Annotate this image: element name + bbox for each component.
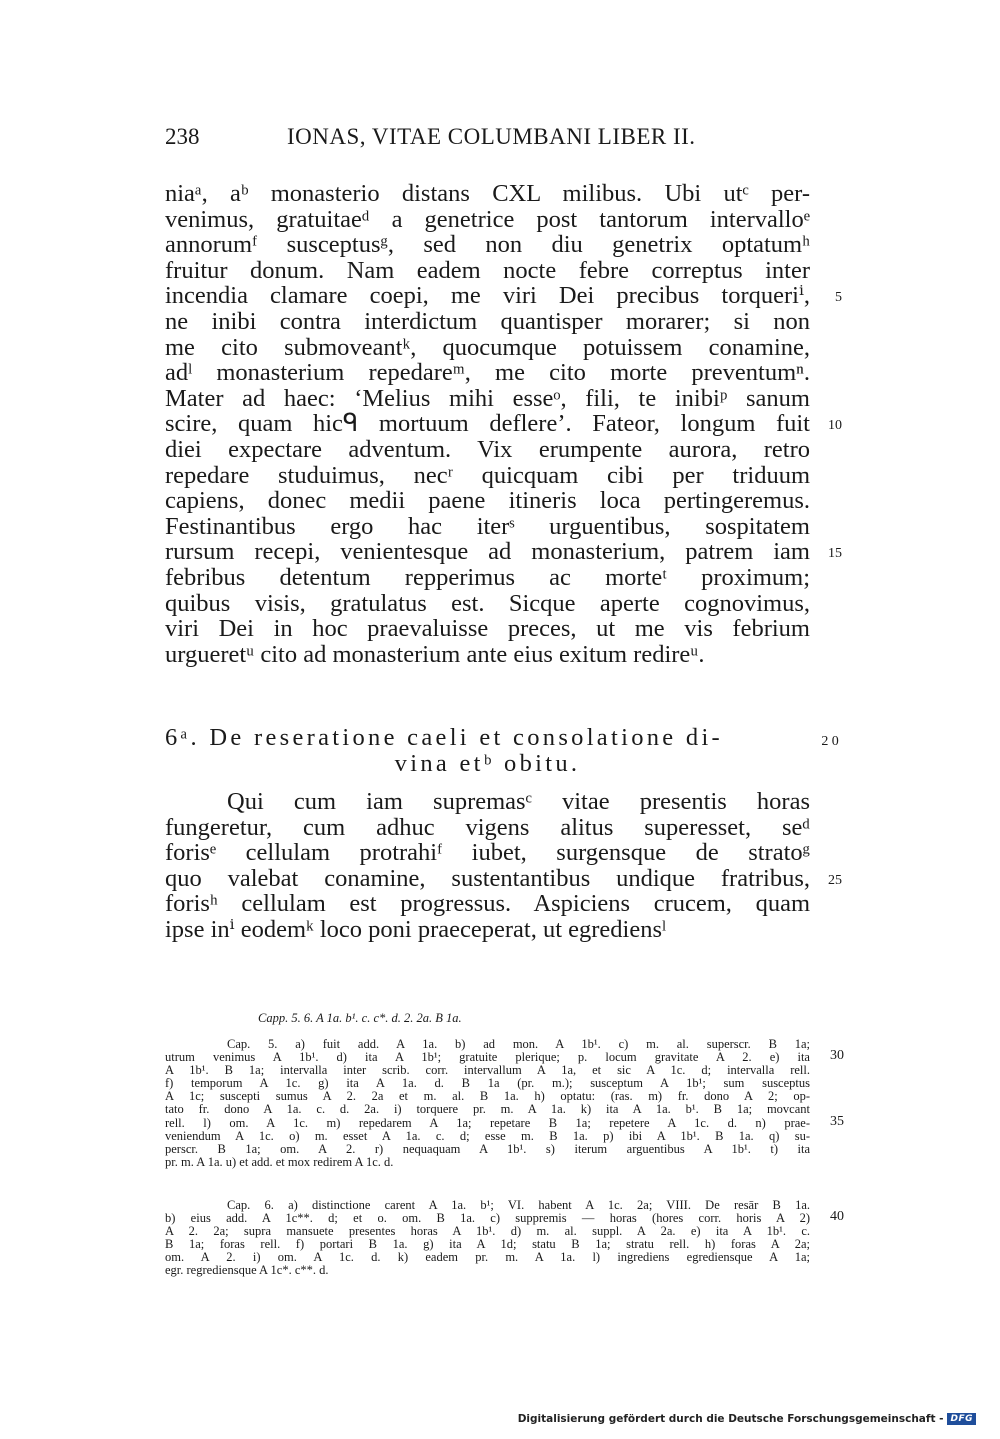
text-line-content: viri Dei in hoc praevaluisse preces, ut me vis febrium (165, 615, 810, 643)
text-line (165, 1156, 810, 1169)
text-line-content: A 2. 2a; supra mansuete presentes horas A 1b¹. d) m. al. suppl. A 2a. e) ita A 1b¹. c. (165, 1224, 810, 1239)
footer-text: Digitalisierung gefördert durch die Deutsche Forschungsgemeinschaft - (517, 1413, 944, 1425)
text-line-content: tato fr. dono A 1a. c. d. 2a. i) torquere pr. m. A 1a. k) ita A 1a. b¹. B 1a; movcant (165, 1102, 810, 1117)
text-line (165, 789, 810, 815)
text-line-content: quo valebat conamine, sustentantibus undique fratribus, (165, 864, 810, 892)
text-line-content: Cap. 5. a) fuit add. A 1a. b) ad mon. A 1b¹. c) m. al. superscr. B 1a; (227, 1037, 810, 1051)
line-number: 25 (828, 872, 842, 888)
line-number: 10 (828, 418, 842, 434)
text-line-content: A 1b¹. B 1a; intervalla inter scrib. corr. intervallum A 1a, et sic A 1c. d; intervalla rell. (165, 1063, 810, 1078)
text-line (165, 282, 842, 310)
line-number: 5 (835, 290, 842, 306)
text-line-content: forisʰ cellulam est progressus. Aspiciens crucem, quam (165, 890, 810, 918)
text-line (165, 565, 810, 591)
text-line-content: febribus detentum repperimus ac morteᵗ proximum; (165, 563, 810, 591)
page-number: 238 (165, 124, 200, 149)
text-line-content: urgueretᵘ cito ad monasterium ante eius exitum redireᵘ. (165, 640, 705, 668)
digitization-footer (518, 1413, 976, 1425)
text-line-content: Cap. 6. a) distinctione carent A 1a. b¹; VI. habent A 1c. 2a; VIII. De resār B 1a. (227, 1198, 810, 1212)
text-line-content: A 1c; suscepti sumus A 2. 2a et m. al. B 1a. h) optatu: (ras. m) fr. dono A 2; op- (165, 1089, 810, 1104)
line-number: 35 (830, 1113, 844, 1129)
text-line-content: repedare studuimus, necʳ quicquam cibi per triduum (165, 461, 810, 489)
text-line-content: Festinantibus ergo hac iterˢ urguentibus, sospitatem (165, 512, 810, 540)
text-line-content: adˡ monasterium repedareᵐ, me cito morte preventumⁿ. (165, 359, 810, 387)
text-line (165, 232, 810, 258)
line-number: 20 (821, 734, 842, 749)
chapter-heading-line-1 (165, 724, 842, 751)
text-line-content: annorumᶠ susceptusᵍ, sed non diu genetrix optatumʰ (165, 231, 810, 259)
text-line-content: b) eius add. A 1c**. d; et o. om. B 1a. c) suppremis — horas (hores corr. horis A 2) (165, 1211, 810, 1226)
text-line-content: rell. l) om. A 1c. m) repedarem A 1a; repetare B 1a; repetere A 1c. d. n) prae- (165, 1115, 810, 1130)
text-line (165, 1264, 810, 1277)
text-line (165, 360, 810, 386)
apparatus-notes-cap-6 (165, 1198, 844, 1278)
page-header (165, 124, 810, 156)
line-number: 30 (830, 1048, 844, 1064)
text-line-content: ipse inⁱ eodemᵏ loco poni praeceperat, ut egrediensˡ (165, 915, 667, 943)
text-line-content: pr. m. A 1a. u) et add. et mox redirem A 1c. d. (165, 1154, 394, 1169)
text-line-content: fruitur donum. Nam eadem nocte febre correptus inter (165, 256, 810, 284)
text-line (165, 437, 810, 463)
text-line (165, 514, 810, 540)
text-line (165, 538, 842, 566)
text-line-content: Qui cum iam supremasᶜ vitae presentis horas (227, 788, 810, 815)
text-line-content: rursum recepi, venientesque ad monasterium, patrem iam (165, 538, 810, 566)
text-line-content: diei expectare adventum. Vix erumpente aurora, retro (165, 435, 810, 463)
text-line-content: perscr. B 1a; om. A 2. r) nequaquam A 1b¹. s) iterum arguentibus A 1b¹. t) ita (165, 1141, 810, 1156)
text-line (165, 335, 810, 361)
text-line-content: om. A 2. i) om. A 1c. d. k) eadem pr. m. A 1a. l) ingrediens egrediensque A 1a; (165, 1250, 810, 1265)
text-line (165, 463, 810, 489)
running-head: IONAS, VITAE COLUMBANI LIBER II. (287, 124, 696, 149)
text-line-content: utrum venimus A 1b¹. d) ita A 1b¹; gratuite plerique; p. locum gravitate A 2. e) ita (165, 1050, 810, 1065)
text-line-content: scire, quam hicᑫ mortuum deflere’. Fateor, longum fuit (165, 410, 810, 438)
text-line-content: Mater ad haec: ‘Melius mihi esseᵒ, fili, te inibiᵖ sanum (165, 384, 810, 412)
text-line (165, 207, 810, 233)
text-line-content: me cito submoveantᵏ, quocumque potuissem conamine, (165, 333, 810, 361)
text-line (165, 891, 810, 917)
text-line-content: quibus visis, gratulatus est. Sicque aperte cognovimus, (165, 589, 810, 617)
text-line-content: fungeretur, cum adhuc vigens alitus superesset, seᵈ (165, 813, 810, 841)
text-line (165, 591, 810, 617)
dfg-logo: DFG (947, 1413, 976, 1425)
text-line (165, 917, 810, 943)
line-number: 15 (828, 546, 842, 562)
chapter-heading-text-1: 6ᵃ. De reseratione caeli et consolatione di- (165, 724, 724, 751)
chapter-heading-line-2: vina etᵇ obitu. (394, 750, 581, 777)
text-line (165, 410, 842, 438)
apparatus-notes-cap-5 (165, 1037, 844, 1169)
line-number: 40 (830, 1209, 844, 1225)
text-line (165, 616, 810, 642)
main-text-block-1 (165, 180, 842, 668)
text-line (165, 840, 810, 866)
text-line-content: niaᵃ, aᵇ monasterio distans CXL milibus. Ubi utᶜ per- (165, 180, 810, 207)
text-line-content: egr. regrediensque A 1c*. c**. d. (165, 1263, 329, 1278)
text-line (165, 864, 842, 892)
text-line (165, 642, 810, 668)
text-line (165, 258, 810, 284)
text-line-content: f) temporum A 1c. g) ita A 1a. d. B 1a (pr. m.); susceptum A 1b¹; sum susceptus (165, 1076, 810, 1091)
text-line (165, 488, 810, 514)
text-line-content: B 1a; foras rell. f) portari B 1a. g) ita A 1d; statu B 1a; stratu rell. h) foras A 2a; (165, 1237, 810, 1252)
main-text-block-2 (165, 788, 842, 943)
text-line-content: capiens, donec medii paene itineris loca pertingeremus. (165, 487, 810, 515)
text-line-content: incendia clamare coepi, me viri Dei precibus torqueriⁱ, (165, 282, 810, 310)
text-line (165, 386, 810, 412)
text-line (165, 815, 810, 841)
chapter-heading (165, 724, 842, 777)
text-line (165, 309, 810, 335)
text-line-content: ne inibi contra interdictum quantisper morarer; si non (165, 307, 810, 335)
text-line (165, 181, 810, 207)
text-line-content: venimus, gratuitaeᵈ a genetrice post tantorum intervalloᵉ (165, 205, 810, 233)
text-line-content: veniendum A 1c. o) m. esset A 1a. c. d; esse m. B 1a. p) ibi A 1b¹. B 1a. q) su- (165, 1128, 810, 1143)
manuscript-sigla-line: Capp. 5. 6. A 1a. b¹. c. c*. d. 2. 2a. B 1a. (258, 1011, 462, 1025)
text-line-content: forisᵉ cellulam protrahiᶠ iubet, surgensque de stratoᵍ (165, 839, 810, 867)
